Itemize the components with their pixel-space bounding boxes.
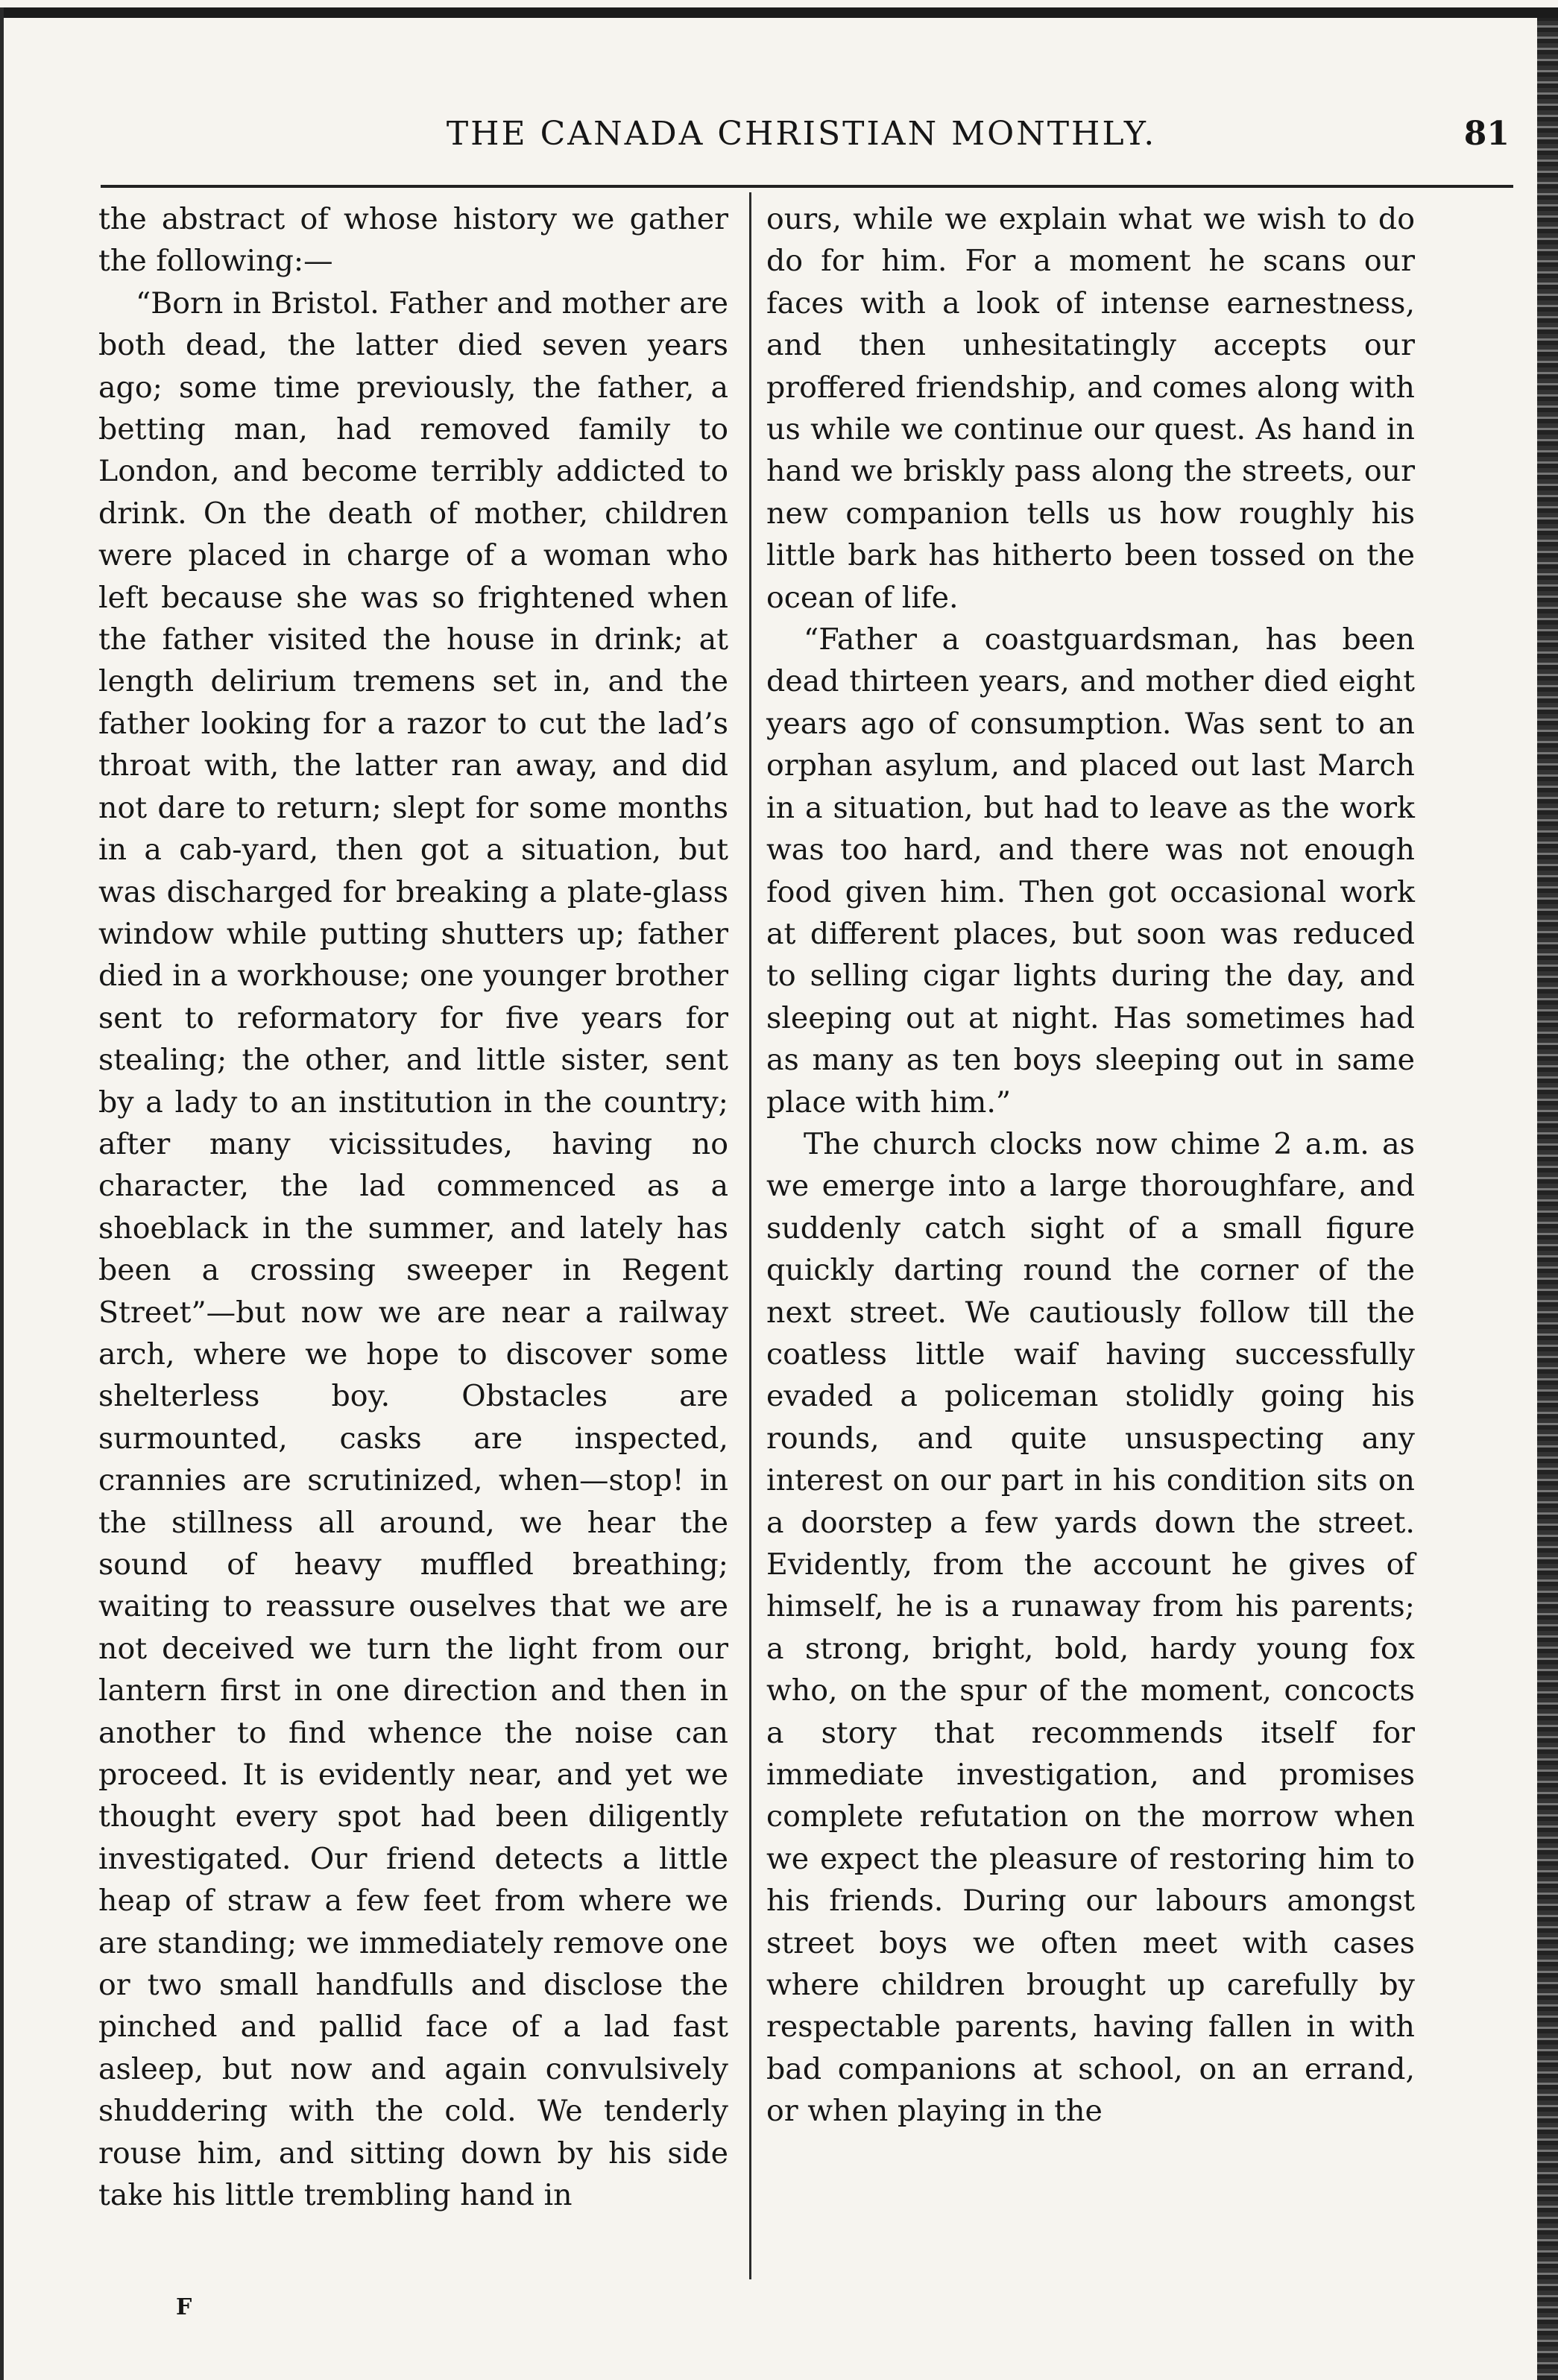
page-left-edge — [0, 7, 4, 2380]
left-paragraph-2: “Born in Bristol. Father and mother are both dead, the latter died seven years ago; some time previously, the father, a betting man, had removed family to London, and become terribly addicted to drink. On the death of mother, children were placed in charge of a woman who left because she was so frightened when the father visited the house in drink; at length delirium tremens set in, and the father looking for a razor to cut the lad’s throat with, the latter ran away, and did not dare to return; slept for some months in a cab-yard, then got a situation, but was discharged for breaking a plate-glass window while putting shutters up; father died in a workhouse; one younger brother sent to reformatory for five years for stealing; the other, and little sister, sent by a lady to an institution in the country; after many vicissitudes, having no character, the lad commenced as a shoeblack in the summer, and lately has been a crossing sweeper in Regent Street”—but now we are near a railway arch, where we hope to discover some shelterless boy. Obstacles are surmounted, casks are inspected, crannies are scrutinized, when—stop! in the stillness all around, we hear the sound of heavy muffled breathing; waiting to reassure ouselves that we are not deceived we turn the light from our lantern first in one direction and then in another to find whence the noise can proceed. It is evidently near, and yet we thought every spot had been diligently investigated. Our friend detects a little heap of straw a few feet from where we are standing; we immediately remove one or two small handfulls and disclose the pinched and pallid face of a lad fast asleep, but now and again convulsively shuddering with the cold. We tenderly rouse him, and sitting down by his side take his little trembling hand in — [98, 285, 728, 2213]
right-paragraph-3: The church clocks now chime 2 a.m. as we emerge into a large thoroughfare, and suddenly catch sight of a small figure quickly darting round the corner of the next street. We cautiously follow till the coatless little waif having successfully evaded a policeman stolidly going his rounds, and quite unsuspecting any interest on our part in his condition sits on a doorstep a few yards down the street. Evidently, from the account he gives of himself, he is a runaway from his parents; a strong, bright, bold, hardy young fox who, on the spur of the moment, concocts a story that recommends itself for immediate investigation, and promises complete refutation on the morrow when we expect the pleasure of restoring him to his friends. During our labours amongst street boys we often meet with cases where children brought up carefully by respectable parents, having fallen in with bad companions at school, on an errand, or when playing in the — [766, 1126, 1415, 2129]
page-binding-edge — [1537, 18, 1558, 2380]
signature-mark: F — [176, 2294, 192, 2320]
left-column — [98, 198, 728, 2217]
page-top-border — [0, 7, 1558, 18]
left-paragraph-1: the abstract of whose history we gather the following:— — [98, 202, 728, 279]
column-divider — [749, 192, 751, 2279]
right-paragraph-2: “Father a coastguardsman, has been dead thirteen years, and mother died eight years ago of consumption. Was sent to an orphan asylum, and placed out last March in a situation, but had to leave as the work was too hard, and there was not enough food given him. Then got occasional work at different places, but soon was reduced to selling cigar lights during the day, and sleeping out at night. Has sometimes had as many as ten boys sleeping out in same place with him.” — [766, 622, 1415, 1120]
right-column — [766, 198, 1415, 2133]
running-title: THE CANADA CHRISTIAN MONTHLY. — [446, 115, 1157, 153]
header-rule — [101, 185, 1513, 188]
running-header — [97, 108, 1517, 160]
page-number: 81 — [1463, 115, 1510, 153]
right-paragraph-1: ours, while we explain what we wish to do do for him. For a moment he scans our faces with a look of intense earnestness, and then unhesitatingly accepts our proffered friendship, and comes along with us while we continue our quest. As hand in hand we briskly pass along the streets, our new companion tells us how roughly his little bark has hitherto been tossed on the ocean of life. — [766, 202, 1415, 615]
